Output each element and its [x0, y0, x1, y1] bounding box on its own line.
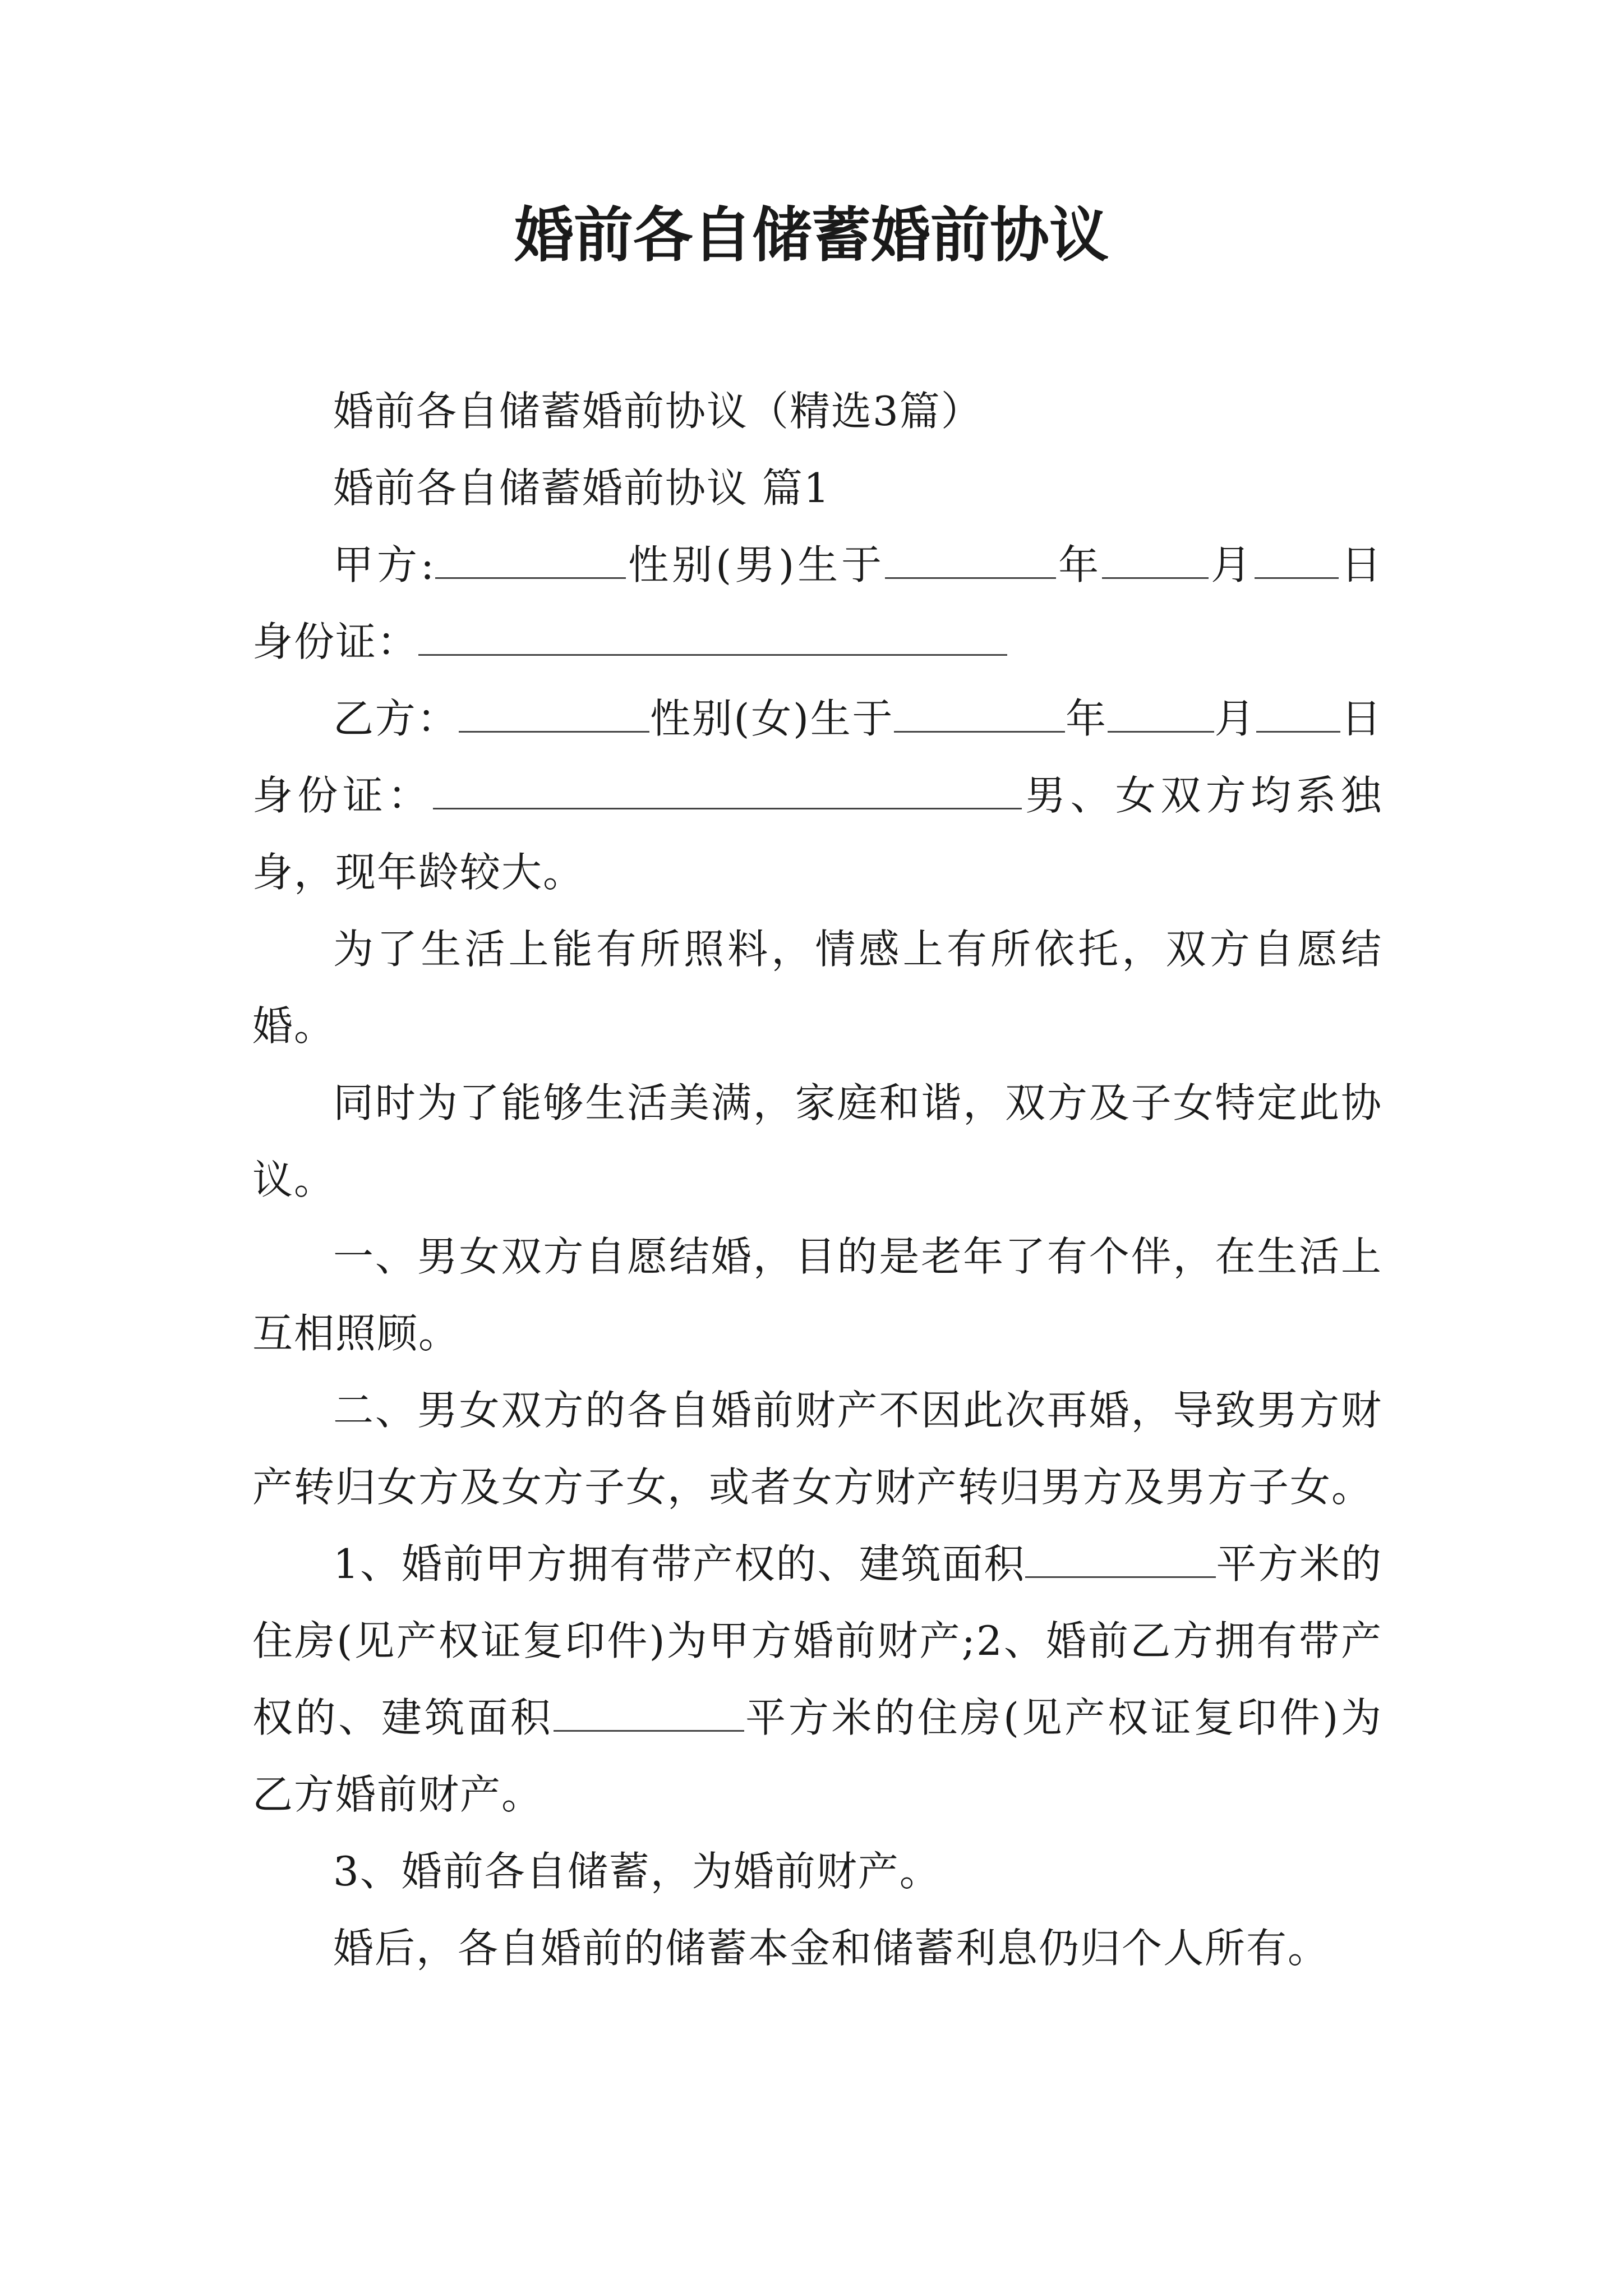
party-a-year-blank	[885, 541, 1056, 579]
party-a-id-blank	[418, 618, 1007, 656]
party-a-month-blank	[1102, 541, 1209, 579]
paragraph: 同时为了能够生活美满，家庭和谐，双方及子女特定此协议。	[252, 1079, 1382, 1203]
party-a-day-blank	[1255, 541, 1339, 579]
paragraph: 一、男女双方自愿结婚，目的是老年了有个伴，在生活上互相照顾。	[252, 1233, 1382, 1357]
party-b-month: 月	[1214, 695, 1257, 742]
party-b-label: 乙方：	[333, 695, 459, 742]
property-paragraph	[252, 1526, 1382, 1833]
party-b-day-id: 日身份证：	[252, 695, 1382, 819]
party-a-line	[252, 527, 1382, 680]
party-a-name-blank	[435, 541, 626, 579]
party-b-year-blank	[894, 694, 1065, 733]
document-title: 婚前各自储蓄婚前协议	[514, 201, 1109, 270]
party-a-year: 年	[1056, 541, 1103, 588]
party-b-line	[252, 680, 1382, 911]
paragraph: 二、男女双方的各自婚前财产不因此次再婚，导致男方财产转归女方及女方子女，或者女方财产转归男方及男方子女。	[252, 1387, 1382, 1511]
party-b-day-blank	[1256, 694, 1340, 733]
area-b-blank	[554, 1694, 744, 1732]
party-a-month: 月	[1209, 541, 1255, 588]
property-p2-after: 平方米的住房(见产权证复印件)为乙方婚前财产。	[252, 1694, 1382, 1818]
subtitle: 婚前各自储蓄婚前协议（精选3篇）	[333, 388, 983, 435]
property-p1-before: 1、婚前甲方拥有带产权的、建筑面积	[333, 1540, 1026, 1588]
party-b-tail: 男、女双方均系独身，现年龄较大。	[252, 772, 1382, 896]
party-b-month-blank	[1108, 694, 1214, 733]
after-marriage-paragraph: 婚后，各自婚前的储蓄本金和储蓄利息仍归个人所有。	[333, 1925, 1330, 1972]
party-a-day-id: 日身份证：	[252, 541, 1382, 665]
party-b-gender: 性别(女)生于	[649, 695, 895, 742]
property-p1-after: 平方米的住房(见产权证复印件)为甲方婚前财产;2、婚前乙方拥有带产权的、建筑面积	[252, 1540, 1382, 1741]
party-b-year: 年	[1065, 695, 1108, 742]
paragraph: 为了生活上能有所照料，情感上有所依托，双方自愿结婚。	[252, 926, 1382, 1050]
savings-paragraph: 3、婚前各自储蓄，为婚前财产。	[333, 1848, 941, 1895]
party-a-gender: 性别(男)生于	[626, 541, 886, 588]
area-a-blank	[1025, 1540, 1216, 1578]
party-a-label: 甲方:	[333, 541, 436, 588]
document-body	[252, 373, 1382, 1987]
party-b-id-blank	[433, 771, 1022, 809]
party-b-name-blank	[459, 694, 649, 733]
section-heading: 婚前各自储蓄婚前协议 篇1	[333, 464, 831, 512]
